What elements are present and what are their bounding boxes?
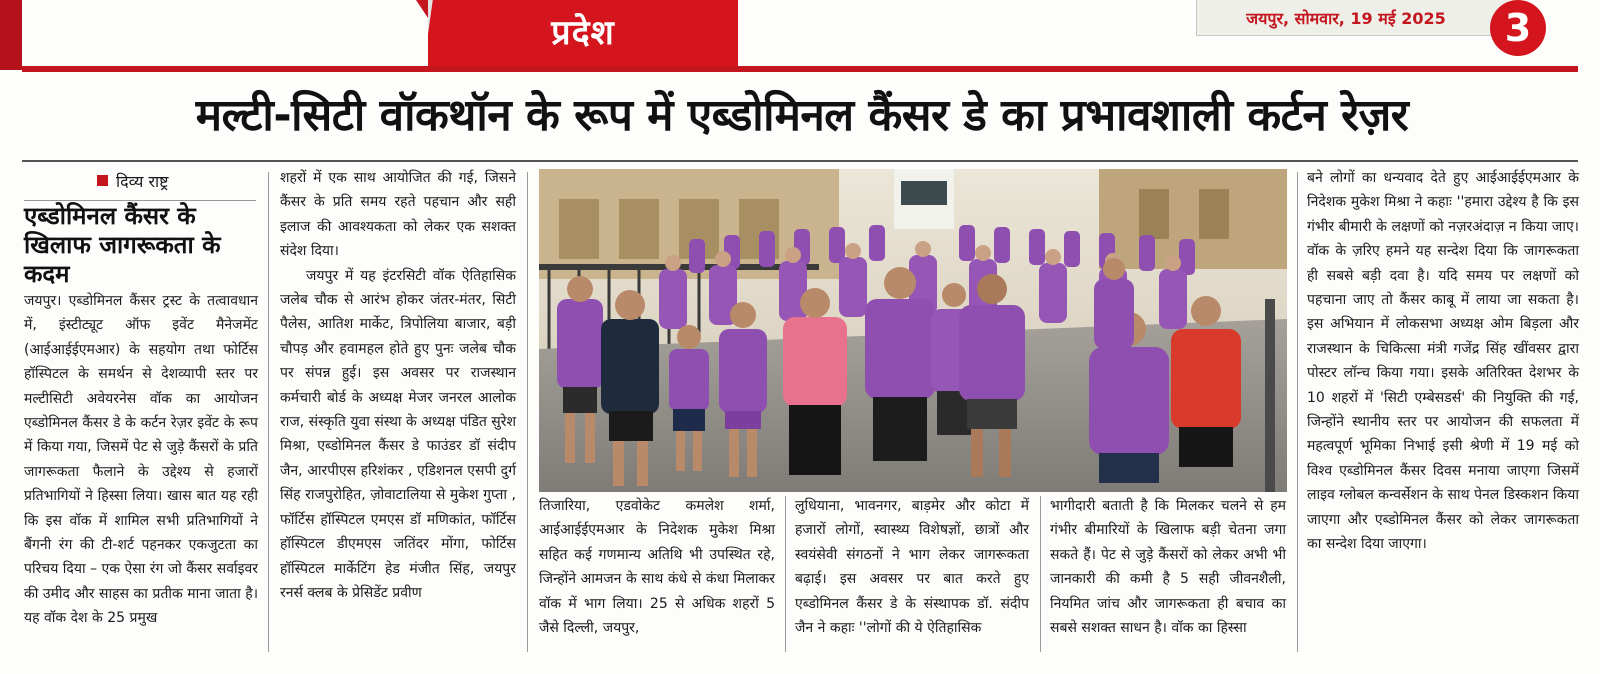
paragraph: भागीदारी बताती है कि मिलकर चलने से हम गंभीर बीमारियों के खिलाफ बड़ी चेतना जगा सकते हैं। पेट से जुड़े कैंसरों को लेकर अभी भी जानकारी की कमी है 5 सही जीवनशैली, नियमित जांच और जागरूकता ही बचाव का सबसे सशक्त साधन है। वॉक का हिस्सा	[1050, 498, 1286, 637]
column-divider	[785, 496, 786, 652]
paragraph: जयपुर में यह इंटरसिटी वॉक ऐतिहासिक जलेब चौक से आरंभ होकर जंतर-मंतर, सिटी पैलेस, आतिश मार्केट, त्रिपोलिया बाजार, बड़ी चौपड़ और हवामहल होते हुए पुनः जलेब चौक पर संपन्न हुई। इस अवसर पर राजस्थान कर्मचारी बोर्ड के अध्यक्ष मेजर जनरल आलोक राज, संस्कृति युवा संस्था के अध्यक्ष पंडित सुरेश मिश्रा, एब्डोमिनल कैंसर डे फाउंडर डॉ संदीप जैन, आरपीएस हरिशंकर , एडिशनल एसपी दुर्ग सिंह राजपुरोहित, ज़ोवाटालिया से मुकेश गुप्ता , फॉर्टिस हॉस्पिटल एमएस डॉ मणिकांत, फॉर्टिस हॉस्पिटल डीएमएस जतिंदर मोंगा, फोर्टिस हॉस्पिटल मार्केटिंग हेड मंजीत सिंह, जयपुर रनर्स क्लब के प्रेसिडेंट प्रवीण	[280, 267, 516, 601]
page-bottom-edge	[22, 656, 1578, 674]
edition-date: जयपुर, सोमवार, 19 मई 2025	[1246, 9, 1446, 28]
byline-square-icon	[97, 175, 108, 186]
byline	[97, 172, 169, 192]
article-column-1	[24, 289, 258, 631]
section-name: प्रदेश	[551, 13, 615, 53]
headline-rule	[22, 160, 1578, 162]
page-number-badge: 3	[1490, 0, 1546, 56]
byline-text: दिव्य राष्ट्र	[116, 172, 169, 191]
column-divider	[268, 172, 269, 652]
article-column-2	[280, 166, 516, 605]
corner-accent	[416, 0, 428, 18]
page-edge-bar	[0, 0, 22, 70]
article-column-4	[795, 494, 1029, 640]
event-photo	[539, 169, 1287, 492]
article-column-6	[1307, 166, 1579, 557]
subheadline: एब्डोमिनल कैंसर के खिलाफ जागरूकता के कदम	[24, 202, 221, 288]
paragraph: शहरों में एक साथ आयोजित की गई, जिसने कैंसर के प्रति समय रहते पहचान और सही इलाज की आवश्यकता को लेकर एक सशक्त संदेश दिया।	[280, 170, 516, 260]
article-column-3	[539, 494, 775, 640]
paragraph: जयपुर। एब्डोमिनल कैंसर ट्रस्ट के तत्वावधान में, इंस्टीट्यूट ऑफ इवेंट मैनेजमेंट (आईआईईएमआर) के सहयोग तथा फोर्टिस हॉस्पिटल के समर्थन से देशव्यापी स्तर पर मल्टीसिटी अवेयरनेस वॉक का आयोजन एब्डोमिनल कैंसर डे के कर्टन रेज़र इवेंट के रूप में किया गया, जिसमें पेट से जुड़े कैंसरों के प्रति जागरूकता फैलाने के उद्देश्य से हजारों प्रतिभागियों ने हिस्सा लिया। खास बात यह रही कि इस वॉक में शामिल सभी प्रतिभागियों ने बैंगनी रंग की टी-शर्ट पहनकर एकजुटता का परिचय दिया – एक ऐसा रंग जो कैंसर सर्वाइवर की उमीद और साहस का प्रतीक माना जाता है। यह वॉक देश के 25 प्रमुख	[24, 293, 258, 627]
masthead-rule	[22, 66, 1578, 72]
headline: मल्टी-सिटी वॉकथॉन के रूप में एब्डोमिनल कैंसर डे का प्रभावशाली कर्टन रेज़र	[195, 90, 1409, 141]
article-column-5	[1050, 494, 1286, 640]
paragraph: बने लोगों का धन्यवाद देते हुए आईआईईएमआर के निदेशक मुकेश मिश्रा ने कहाः ''हमारा उद्देश्य है कि इस गंभीर बीमारी के लक्षणों को नज़रअंदाज़ न किया जाए। वॉक के ज़रिए हमने यह सन्देश दिया कि जागरूकता ही सबसे बड़ी दवा है। यदि समय पर लक्षणों को पहचाना जाए तो कैंसर काबू में लाया जा सकता है। इस अभियान में लोकसभा अध्यक्ष ओम बिड़ला और राजस्थान के चिकित्सा मंत्री गजेंद्र सिंह खींवसर द्वारा पोस्टर लॉन्च किया गया। इसके अतिरिक्त देशभर के 10 शहरों में 'सिटी एम्बेसडर्स' की नियुक्ति की गई, जिन्होंने स्थानीय स्तर पर आयोजन की सफलता में महत्वपूर्ण भूमिका निभाई इसी श्रेणी में 19 मई को विश्व एब्डोमिनल कैंसर दिवस मनाया जाएगा जिसमें लाइव ग्लोबल कन्वर्सेशन के साथ पेनल डिस्कशन किया जाएगा और एब्डोमिनल कैंसर को लेकर जागरूकता का सन्देश दिया जाएगा।	[1307, 170, 1579, 553]
column-divider	[1297, 172, 1298, 652]
subhead-rule	[24, 200, 256, 201]
paragraph: तिजारिया, एडवोकेट कमलेश शर्मा, आईआईईएमआर के निदेशक मुकेश मिश्रा सहित कई गणमान्य अतिथि भी उपस्थित रहे, जिन्होंने आमजन के साथ कंधे से कंधा मिलाकर वॉक में भाग लिया। 25 से अधिक शहरों 5 जैसे दिल्ली, जयपुर,	[539, 498, 775, 637]
paragraph: लुधियाना, भावनगर, बाड़मेर और कोटा में हजारों लोगों, स्वास्थ्य विशेषज्ञों, छात्रों और स्वयंसेवी संगठनों ने भाग लेकर जागरूकता बढ़ाई। इस अवसर पर बात करते हुए एब्डोमिनल कैंसर डे के संस्थापक डॉ. संदीप जैन ने कहाः ''लोगों की ये ऐतिहासिक	[795, 498, 1029, 637]
column-divider	[1040, 496, 1041, 652]
walkathon-photo	[539, 169, 1287, 492]
column-divider	[527, 172, 528, 652]
